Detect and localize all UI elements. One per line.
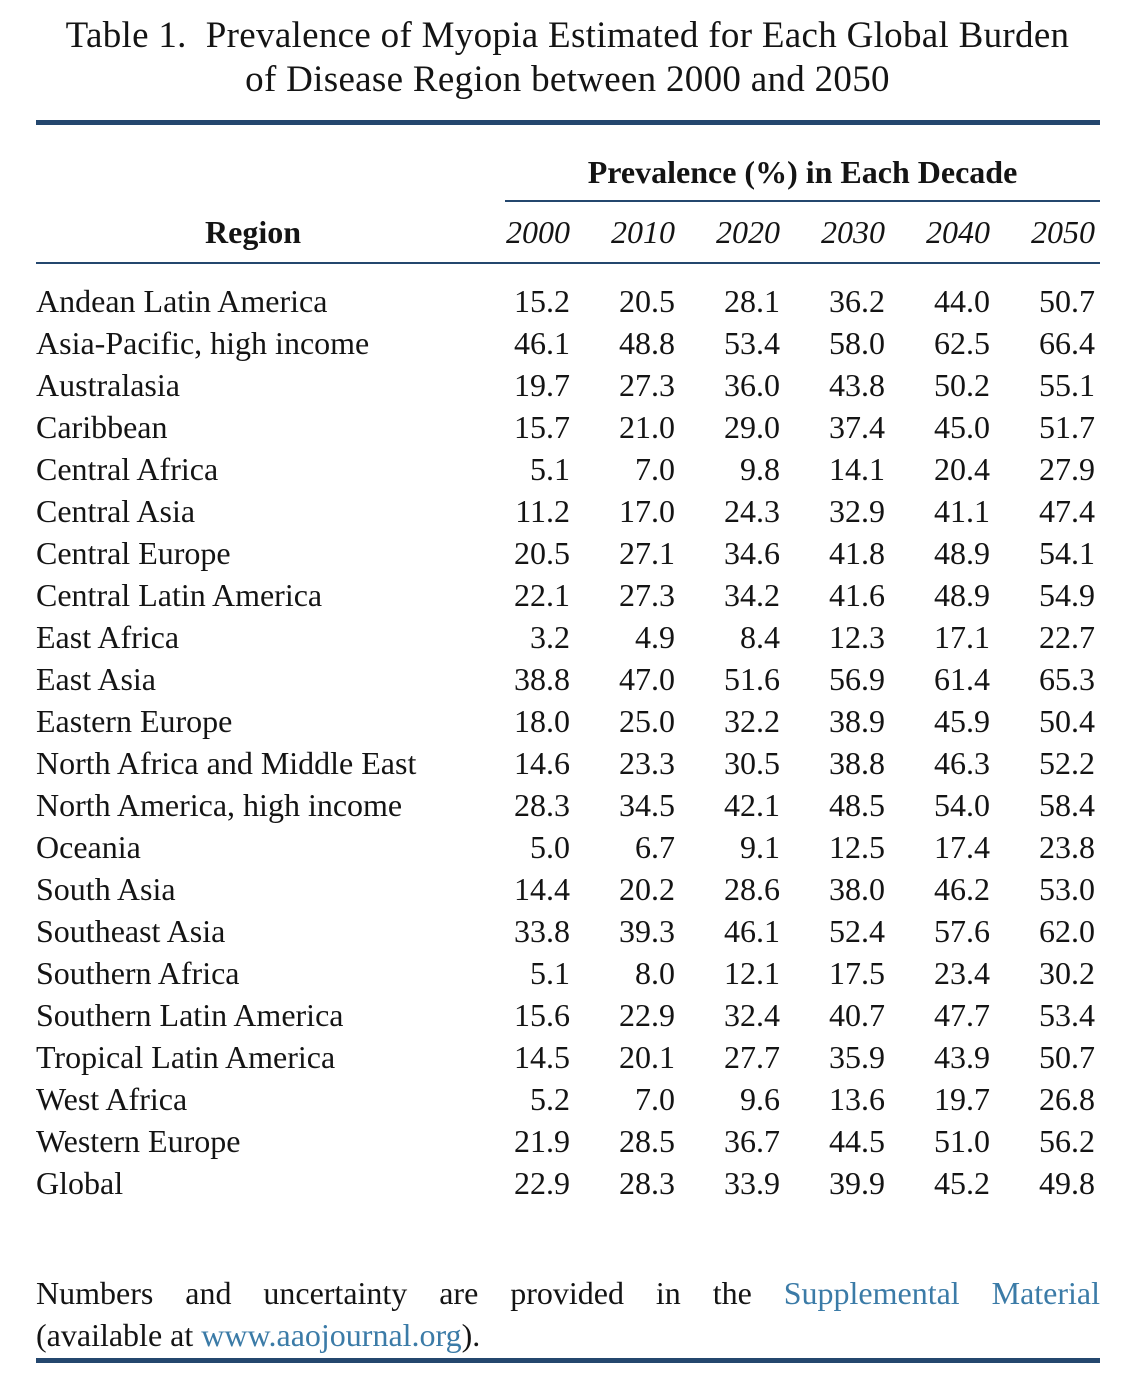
- year-header: 2040: [926, 214, 990, 250]
- prevalence-cell: 28.6: [724, 871, 780, 907]
- table-row: [0, 406, 1135, 448]
- prevalence-cell: 15.7: [514, 409, 570, 445]
- prevalence-cell: 17.5: [829, 955, 885, 991]
- prevalence-cell: 62.5: [934, 325, 990, 361]
- prevalence-cell: 46.2: [934, 871, 990, 907]
- prevalence-cell: 7.0: [635, 1081, 675, 1117]
- year-header-row: [0, 212, 1135, 252]
- prevalence-cell: 20.2: [619, 871, 675, 907]
- bottom-rule: [36, 1358, 1100, 1363]
- prevalence-cell: 32.2: [724, 703, 780, 739]
- table-row: [0, 280, 1135, 322]
- prevalence-cell: 30.5: [724, 745, 780, 781]
- footnote-text: Numbers and uncertainty are provided in the: [36, 1275, 784, 1311]
- prevalence-cell: 44.5: [829, 1123, 885, 1159]
- table-row: [0, 1120, 1135, 1162]
- region-cell: Caribbean: [36, 409, 168, 445]
- prevalence-cell: 30.2: [1039, 955, 1095, 991]
- prevalence-cell: 52.4: [829, 913, 885, 949]
- prevalence-cell: 52.2: [1039, 745, 1095, 781]
- prevalence-cell: 27.7: [724, 1039, 780, 1075]
- prevalence-cell: 38.9: [829, 703, 885, 739]
- prevalence-cell: 22.9: [619, 997, 675, 1033]
- prevalence-cell: 27.3: [619, 367, 675, 403]
- prevalence-cell: 32.9: [829, 493, 885, 529]
- prevalence-cell: 53.4: [724, 325, 780, 361]
- prevalence-cell: 17.1: [934, 619, 990, 655]
- prevalence-cell: 23.3: [619, 745, 675, 781]
- prevalence-cell: 47.4: [1039, 493, 1095, 529]
- year-header: 2010: [611, 214, 675, 250]
- region-cell: Southeast Asia: [36, 913, 226, 949]
- prevalence-cell: 20.1: [619, 1039, 675, 1075]
- prevalence-cell: 57.6: [934, 913, 990, 949]
- region-cell: Southern Latin America: [36, 997, 344, 1033]
- prevalence-cell: 34.5: [619, 787, 675, 823]
- prevalence-cell: 48.8: [619, 325, 675, 361]
- prevalence-cell: 55.1: [1039, 367, 1095, 403]
- prevalence-cell: 4.9: [635, 619, 675, 655]
- region-cell: Andean Latin America: [36, 283, 328, 319]
- table-row: [0, 994, 1135, 1036]
- footnote-text: ).: [461, 1317, 481, 1353]
- prevalence-cell: 14.5: [514, 1039, 570, 1075]
- prevalence-cell: 34.2: [724, 577, 780, 613]
- table-row: [0, 952, 1135, 994]
- prevalence-cell: 8.0: [635, 955, 675, 991]
- prevalence-cell: 12.1: [724, 955, 780, 991]
- prevalence-cell: 12.3: [829, 619, 885, 655]
- table-title-line-2: of Disease Region between 2000 and 2050: [245, 59, 890, 100]
- prevalence-cell: 50.7: [1039, 283, 1095, 319]
- table-row: [0, 322, 1135, 364]
- prevalence-cell: 41.6: [829, 577, 885, 613]
- prevalence-cell: 9.1: [740, 829, 780, 865]
- prevalence-cell: 46.1: [724, 913, 780, 949]
- prevalence-cell: 9.8: [740, 451, 780, 487]
- prevalence-cell: 22.1: [514, 577, 570, 613]
- prevalence-cell: 25.0: [619, 703, 675, 739]
- prevalence-cell: 54.0: [934, 787, 990, 823]
- prevalence-cell: 46.3: [934, 745, 990, 781]
- region-cell: Australasia: [36, 367, 180, 403]
- prevalence-cell: 39.9: [829, 1165, 885, 1201]
- table-row: [0, 364, 1135, 406]
- region-cell: Southern Africa: [36, 955, 240, 991]
- prevalence-cell: 5.1: [530, 451, 570, 487]
- prevalence-cell: 15.6: [514, 997, 570, 1033]
- region-cell: Global: [36, 1165, 124, 1201]
- footnote: [36, 1272, 1100, 1356]
- region-cell: Tropical Latin America: [36, 1039, 336, 1075]
- region-cell: East Africa: [36, 619, 180, 655]
- region-cell: Central Asia: [36, 493, 196, 529]
- prevalence-cell: 5.2: [530, 1081, 570, 1117]
- prevalence-cell: 12.5: [829, 829, 885, 865]
- prevalence-cell: 38.8: [829, 745, 885, 781]
- region-column-header: Region: [205, 214, 301, 250]
- prevalence-cell: 50.2: [934, 367, 990, 403]
- prevalence-cell: 50.7: [1039, 1039, 1095, 1075]
- prevalence-cell: 5.1: [530, 955, 570, 991]
- prevalence-cell: 19.7: [514, 367, 570, 403]
- prevalence-cell: 45.0: [934, 409, 990, 445]
- prevalence-cell: 27.3: [619, 577, 675, 613]
- prevalence-cell: 28.3: [514, 787, 570, 823]
- prevalence-cell: 35.9: [829, 1039, 885, 1075]
- prevalence-cell: 28.5: [619, 1123, 675, 1159]
- prevalence-cell: 56.2: [1039, 1123, 1095, 1159]
- prevalence-cell: 45.9: [934, 703, 990, 739]
- footnote-line-1: [36, 1272, 1100, 1314]
- aaojournal-link[interactable]: www.aaojournal.org: [201, 1317, 462, 1353]
- prevalence-cell: 14.1: [829, 451, 885, 487]
- prevalence-cell: 18.0: [514, 703, 570, 739]
- table-row: [0, 532, 1135, 574]
- prevalence-cell: 47.7: [934, 997, 990, 1033]
- prevalence-cell: 37.4: [829, 409, 885, 445]
- prevalence-group-header: Prevalence (%) in Each Decade: [587, 154, 1018, 190]
- table-row: [0, 910, 1135, 952]
- table-row: [0, 1162, 1135, 1204]
- prevalence-cell: 36.2: [829, 283, 885, 319]
- region-cell: Western Europe: [36, 1123, 241, 1159]
- table-row: [0, 574, 1135, 616]
- prevalence-cell: 46.1: [514, 325, 570, 361]
- prevalence-cell: 58.0: [829, 325, 885, 361]
- prevalence-cell: 11.2: [515, 493, 570, 529]
- prevalence-cell: 14.6: [514, 745, 570, 781]
- region-cell: Central Africa: [36, 451, 219, 487]
- prevalence-cell: 23.8: [1039, 829, 1095, 865]
- prevalence-cell: 22.9: [514, 1165, 570, 1201]
- supplemental-material-link[interactable]: Supplemental Material: [783, 1275, 1101, 1311]
- prevalence-cell: 34.6: [724, 535, 780, 571]
- prevalence-cell: 38.8: [514, 661, 570, 697]
- table-row: [0, 700, 1135, 742]
- table-row: [0, 868, 1135, 910]
- header-bottom-rule: [36, 262, 1100, 264]
- prevalence-cell: 27.1: [619, 535, 675, 571]
- prevalence-cell: 32.4: [724, 997, 780, 1033]
- prevalence-cell: 39.3: [619, 913, 675, 949]
- prevalence-cell: 48.5: [829, 787, 885, 823]
- prevalence-cell: 21.9: [514, 1123, 570, 1159]
- region-cell: Asia-Pacific, high income: [36, 325, 370, 361]
- prevalence-cell: 38.0: [829, 871, 885, 907]
- table-row: [0, 616, 1135, 658]
- prevalence-cell: 13.6: [829, 1081, 885, 1117]
- prevalence-cell: 5.0: [530, 829, 570, 865]
- prevalence-cell: 62.0: [1039, 913, 1095, 949]
- prevalence-cell: 44.0: [934, 283, 990, 319]
- region-cell: Oceania: [36, 829, 141, 865]
- prevalence-cell: 8.4: [740, 619, 780, 655]
- group-header-rule: [505, 200, 1100, 202]
- prevalence-cell: 20.5: [514, 535, 570, 571]
- prevalence-cell: 65.3: [1039, 661, 1095, 697]
- prevalence-cell: 47.0: [619, 661, 675, 697]
- table-row: [0, 1078, 1135, 1120]
- table-title-line-1: Table 1. Prevalence of Myopia Estimated for Each Global Burden: [65, 15, 1070, 56]
- prevalence-cell: 54.9: [1039, 577, 1095, 613]
- prevalence-cell: 33.9: [724, 1165, 780, 1201]
- prevalence-cell: 50.4: [1039, 703, 1095, 739]
- prevalence-cell: 66.4: [1039, 325, 1095, 361]
- table-body: [0, 280, 1135, 1204]
- year-header: 2000: [506, 214, 570, 250]
- year-header: 2050: [1031, 214, 1095, 250]
- table-row: [0, 490, 1135, 532]
- prevalence-cell: 43.9: [934, 1039, 990, 1075]
- table-row: [0, 1036, 1135, 1078]
- prevalence-cell: 51.0: [934, 1123, 990, 1159]
- prevalence-cell: 28.1: [724, 283, 780, 319]
- year-header: 2020: [716, 214, 780, 250]
- region-cell: West Africa: [36, 1081, 188, 1117]
- prevalence-cell: 53.4: [1039, 997, 1095, 1033]
- prevalence-cell: 41.1: [934, 493, 990, 529]
- prevalence-cell: 51.6: [724, 661, 780, 697]
- region-cell: Central Latin America: [36, 577, 323, 613]
- prevalence-cell: 24.3: [724, 493, 780, 529]
- prevalence-cell: 15.2: [514, 283, 570, 319]
- prevalence-cell: 36.7: [724, 1123, 780, 1159]
- prevalence-cell: 51.7: [1039, 409, 1095, 445]
- prevalence-cell: 26.8: [1039, 1081, 1095, 1117]
- table-row: [0, 448, 1135, 490]
- prevalence-cell: 43.8: [829, 367, 885, 403]
- prevalence-cell: 53.0: [1039, 871, 1095, 907]
- region-cell: Central Europe: [36, 535, 231, 571]
- table-row: [0, 826, 1135, 868]
- table-row: [0, 658, 1135, 700]
- prevalence-cell: 20.4: [934, 451, 990, 487]
- prevalence-cell: 17.4: [934, 829, 990, 865]
- prevalence-cell: 56.9: [829, 661, 885, 697]
- prevalence-cell: 41.8: [829, 535, 885, 571]
- prevalence-cell: 9.6: [740, 1081, 780, 1117]
- region-cell: South Asia: [36, 871, 176, 907]
- prevalence-cell: 6.7: [635, 829, 675, 865]
- table-row: [0, 742, 1135, 784]
- prevalence-cell: 48.9: [934, 535, 990, 571]
- region-cell: North America, high income: [36, 787, 403, 823]
- footnote-line-2: [36, 1314, 1100, 1356]
- prevalence-cell: 33.8: [514, 913, 570, 949]
- prevalence-cell: 3.2: [530, 619, 570, 655]
- prevalence-cell: 58.4: [1039, 787, 1095, 823]
- prevalence-cell: 42.1: [724, 787, 780, 823]
- top-rule: [36, 120, 1100, 125]
- prevalence-cell: 28.3: [619, 1165, 675, 1201]
- prevalence-cell: 49.8: [1039, 1165, 1095, 1201]
- prevalence-cell: 29.0: [724, 409, 780, 445]
- region-cell: East Asia: [36, 661, 156, 697]
- prevalence-cell: 19.7: [934, 1081, 990, 1117]
- region-cell: North Africa and Middle East: [36, 745, 417, 781]
- region-cell: Eastern Europe: [36, 703, 233, 739]
- prevalence-cell: 7.0: [635, 451, 675, 487]
- prevalence-cell: 45.2: [934, 1165, 990, 1201]
- table-row: [0, 784, 1135, 826]
- prevalence-cell: 17.0: [619, 493, 675, 529]
- prevalence-cell: 23.4: [934, 955, 990, 991]
- prevalence-cell: 22.7: [1039, 619, 1095, 655]
- prevalence-cell: 40.7: [829, 997, 885, 1033]
- table-title: [0, 14, 1135, 102]
- prevalence-cell: 20.5: [619, 283, 675, 319]
- prevalence-cell: 54.1: [1039, 535, 1095, 571]
- prevalence-cell: 48.9: [934, 577, 990, 613]
- year-header: 2030: [821, 214, 885, 250]
- prevalence-cell: 27.9: [1039, 451, 1095, 487]
- prevalence-cell: 36.0: [724, 367, 780, 403]
- footnote-text: (available at: [36, 1317, 202, 1353]
- prevalence-cell: 14.4: [514, 871, 570, 907]
- prevalence-cell: 21.0: [619, 409, 675, 445]
- prevalence-cell: 61.4: [934, 661, 990, 697]
